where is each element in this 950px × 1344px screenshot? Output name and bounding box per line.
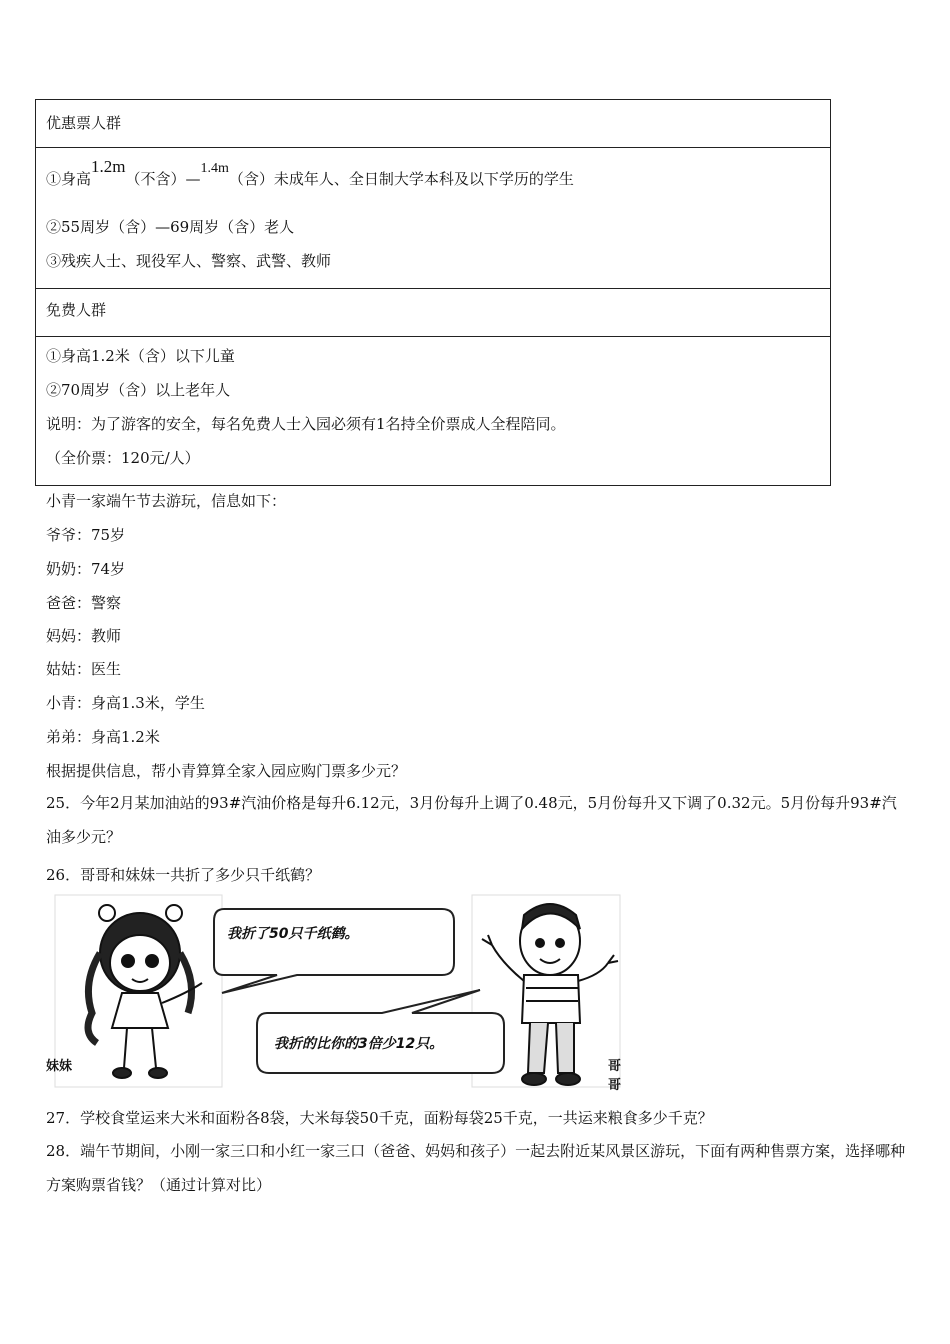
label-boy: 哥哥 [608,1059,622,1093]
question-28: 28．端午节期间，小刚一家三口和小红一家三口（爸爸、妈妈和孩子）一起去附近某风景区游玩，下面有两种售票方案，选择哪种方案购票省钱？（通过计算对比） [46,1142,906,1194]
family-question: 根据提供信息，帮小青算算全家入园应购门票多少元？ [46,762,407,780]
speech-bubble-boy [257,990,504,1073]
discount-body-row [36,148,830,289]
free-body-row [36,337,830,485]
discount-item-1-prefix: ①身高 [46,170,92,188]
family-member-brother: 弟弟：身高1.2米 [46,728,160,746]
discount-header: 优惠票人群 [46,114,122,132]
bubble-text-boy: 我折的比你的3倍少12只。 [274,1036,444,1052]
height-1-2m: 1.2m [91,157,126,176]
discount-item-1-mid: （不含）— [125,170,201,188]
family-intro: 小青一家端午节去游玩，信息如下： [46,492,287,510]
discount-header-row [36,100,830,148]
discount-item-1 [46,157,574,189]
family-member-xiaoqing: 小青：身高1.3米，学生 [46,694,205,712]
label-girl: 妹妹 [46,1059,73,1074]
girl-figure [88,905,202,1078]
discount-item-1-suffix: （含）未成年人、全日制大学本科及以下学历的学生 [228,170,574,188]
bubble-text-girl: 我折了50只千纸鹤。 [227,926,359,942]
origami-cranes-illustration [46,893,622,1093]
family-member-grandma: 奶奶：74岁 [46,560,126,578]
full-price: （全价票：120元/人） [46,449,200,467]
question-26: 26．哥哥和妹妹一共折了多少只千纸鹤？ [46,866,321,884]
question-27: 27．学校食堂运来大米和面粉各8袋，大米每袋50千克，面粉每袋25千克，一共运来粮食多少千克？ [46,1109,713,1127]
question-25: 25．今年2月某加油站的93#汽油价格是每升6.12元，3月份每升上调了0.48元，5月份每升又下调了0.32元。5月份每升93#汽油多少元？ [46,794,897,846]
discount-item-3: ③残疾人士、现役军人、警察、武警、教师 [46,252,332,270]
speech-bubble-girl [214,909,454,993]
free-note: 说明：为了游客的安全，每名免费人士入园必须有1名持全价票成人全程陪同。 [46,415,566,433]
free-item-1: ①身高1.2米（含）以下儿童 [46,347,235,365]
family-member-aunt: 姑姑：医生 [46,660,122,678]
family-member-grandpa: 爷爷：75岁 [46,526,126,544]
family-member-dad: 爸爸：警察 [46,594,122,612]
ticket-policy-table [35,99,831,486]
free-item-2: ②70周岁（含）以上老年人 [46,381,231,399]
discount-item-2: ②55周岁（含）—69周岁（含）老人 [46,218,295,236]
height-1-4m: 1.4m [200,161,229,176]
family-member-mom: 妈妈：教师 [46,627,122,645]
free-header-row [36,289,830,337]
free-header: 免费人群 [46,301,107,319]
